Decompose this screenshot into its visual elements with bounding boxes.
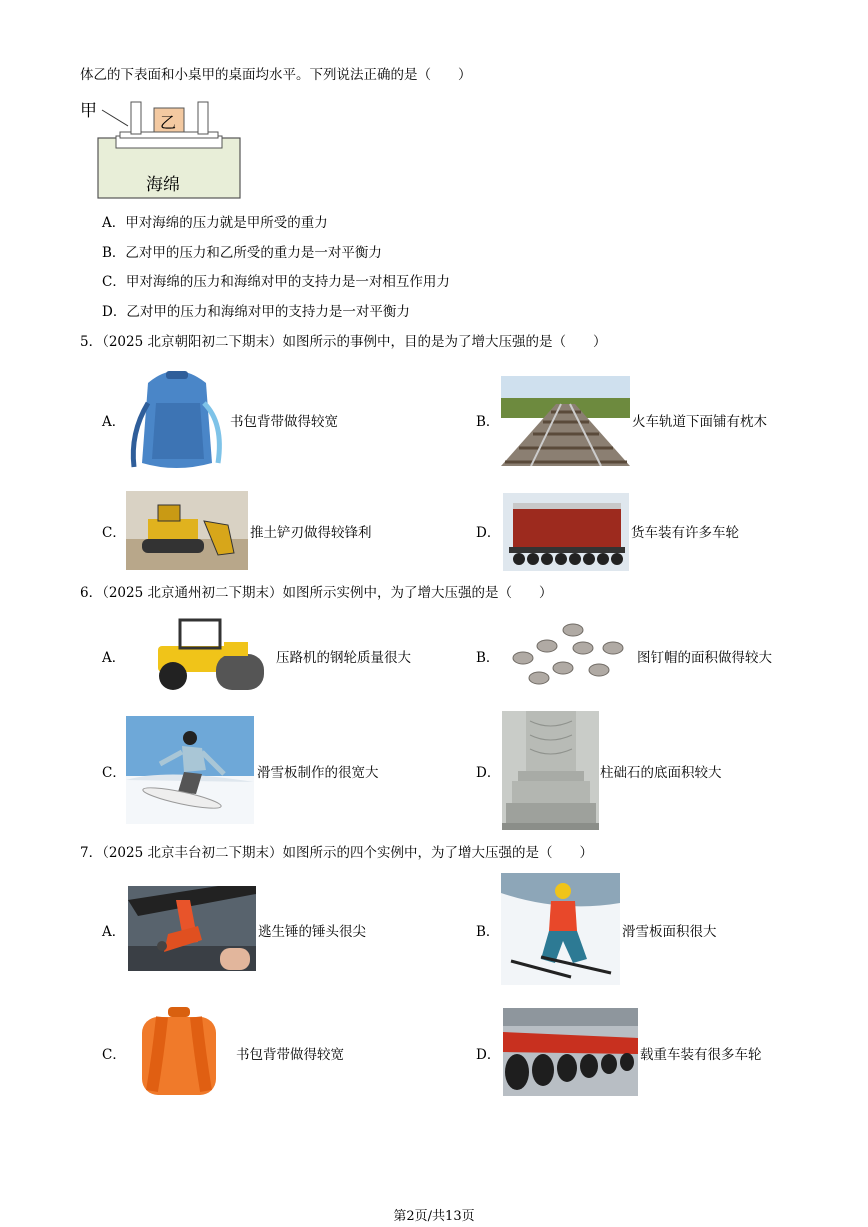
q6-option-b-text: 图钉帽的面积做得较大 (637, 650, 772, 666)
pillar-base-image (502, 711, 599, 830)
q4-option-d: D．乙对甲的压力和海绵对甲的支持力是一对平衡力 (102, 304, 410, 320)
q6-option-d-text: 柱础石的底面积较大 (600, 765, 722, 781)
railway-track-image (501, 376, 630, 466)
q6-stem: 6．（2025 北京通州初二下期末）如图所示实例中，为了增大压强的是（ ） (80, 585, 553, 601)
q5-option-b-text: 火车轨道下面铺有枕木 (632, 414, 767, 430)
q5-stem: 5．（2025 北京朝阳初二下期末）如图所示的事例中，目的是为了增大压强的是（ ） (80, 334, 607, 350)
q4-figure-table-sponge (76, 96, 246, 202)
thumbtacks-image (503, 618, 633, 694)
q7-option-b-text: 滑雪板面积很大 (622, 924, 717, 940)
q7-option-c-letter: C． (102, 1047, 126, 1063)
q4-option-b: B．乙对甲的压力和乙所受的重力是一对平衡力 (102, 245, 382, 261)
q7-option-d-text: 载重车装有很多车轮 (640, 1047, 762, 1063)
label-jia: 甲 (80, 101, 97, 121)
q5-option-d-text: 货车装有许多车轮 (631, 525, 739, 541)
q5-option-d-letter: D． (476, 525, 501, 541)
q7-option-c-text: 书包背带做得较宽 (236, 1047, 344, 1063)
q5-option-c-text: 推土铲刃做得较锋利 (250, 525, 372, 541)
label-yi: 乙 (160, 113, 177, 132)
heavy-truck-image (503, 493, 629, 571)
q4-option-a: A．甲对海绵的压力就是甲所受的重力 (102, 215, 328, 231)
q7-option-a-letter: A． (102, 924, 126, 940)
q6-option-b-letter: B． (476, 650, 500, 666)
q7-option-d-letter: D． (476, 1047, 501, 1063)
page-number: 第2页/共13页 (393, 1209, 475, 1224)
road-roller-image (128, 616, 273, 696)
bulldozer-image (126, 491, 248, 570)
q4-stem-tail: 体乙的下表面和小桌甲的桌面均水平。下列说法正确的是（ ） (80, 67, 472, 83)
q6-option-a-text: 压路机的钢轮质量很大 (276, 650, 411, 666)
blue-backpack-image (126, 363, 228, 475)
snowboarder-image (126, 716, 254, 824)
escape-hammer-image (128, 886, 256, 971)
q5-option-c-letter: C． (102, 525, 126, 541)
q6-option-c-text: 滑雪板制作的很宽大 (257, 765, 379, 781)
q6-option-c-letter: C． (102, 765, 126, 781)
q5-option-b-letter: B． (476, 414, 500, 430)
label-sponge: 海绵 (146, 175, 180, 195)
q4-option-c: C．甲对海绵的压力和海绵对甲的支持力是一对相互作用力 (102, 274, 450, 290)
q5-option-a-letter: A． (102, 414, 126, 430)
q6-option-a-letter: A． (102, 650, 126, 666)
q7-option-a-text: 逃生锤的锤头很尖 (258, 924, 366, 940)
q7-option-b-letter: B． (476, 924, 500, 940)
q7-stem: 7．（2025 北京丰台初二下期末）如图所示的四个实例中，为了增大压强的是（ ） (80, 845, 593, 861)
q5-option-a-text: 书包背带做得较宽 (230, 414, 338, 430)
heavy-trailer-image (503, 1008, 638, 1096)
orange-backpack-image (130, 1005, 228, 1100)
child-skier-image (501, 873, 620, 985)
q6-option-d-letter: D． (476, 765, 501, 781)
